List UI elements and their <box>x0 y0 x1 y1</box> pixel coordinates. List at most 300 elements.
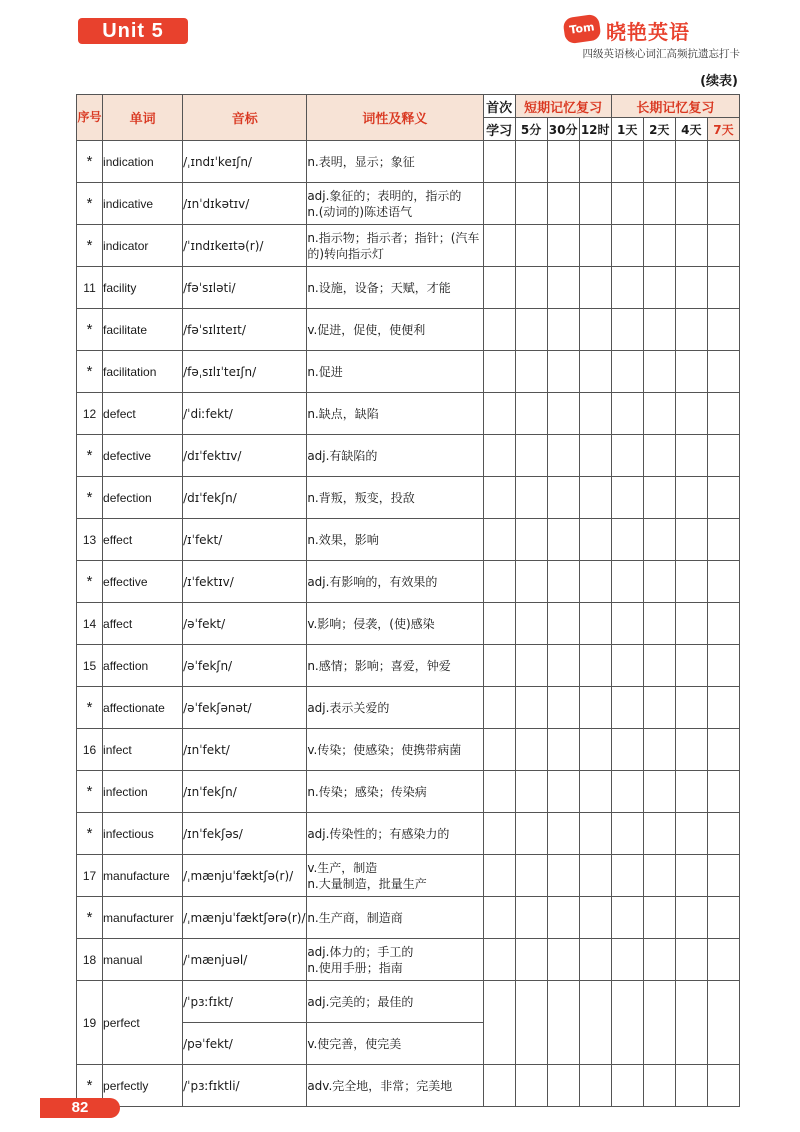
review-checkbox[interactable] <box>547 351 579 393</box>
row-word: effective <box>103 561 183 603</box>
row-word: affect <box>103 603 183 645</box>
review-checkbox[interactable] <box>707 1065 739 1107</box>
row-phonetic: /fəˈsɪlɪteɪt/ <box>183 309 307 351</box>
review-checkbox[interactable] <box>547 771 579 813</box>
review-checkbox[interactable] <box>707 603 739 645</box>
meaning-line: n.效果，影响 <box>307 532 379 547</box>
review-checkbox[interactable] <box>547 729 579 771</box>
review-checkbox[interactable] <box>483 729 515 771</box>
review-checkbox[interactable] <box>579 981 611 1065</box>
review-checkbox[interactable] <box>515 519 547 561</box>
review-checkbox[interactable] <box>515 645 547 687</box>
review-checkbox[interactable] <box>675 561 707 603</box>
row-phonetic: /ɪˈfektɪv/ <box>183 561 307 603</box>
table-row <box>77 855 740 897</box>
review-checkbox[interactable] <box>643 183 675 225</box>
review-checkbox[interactable] <box>515 141 547 183</box>
review-checkbox[interactable] <box>707 393 739 435</box>
review-checkbox[interactable] <box>483 855 515 897</box>
review-checkbox[interactable] <box>611 309 643 351</box>
review-checkbox[interactable] <box>675 813 707 855</box>
meaning-line: adv.完全地，非常；完美地 <box>307 1078 453 1093</box>
table-row <box>77 981 740 1023</box>
row-word: affectionate <box>103 687 183 729</box>
row-phonetic: /ˈɪndɪkeɪtə(r)/ <box>183 225 307 267</box>
row-word: infection <box>103 771 183 813</box>
review-checkbox[interactable] <box>611 813 643 855</box>
row-word: facilitation <box>103 351 183 393</box>
review-checkbox[interactable] <box>515 1065 547 1107</box>
review-checkbox[interactable] <box>547 477 579 519</box>
row-meaning <box>307 603 483 645</box>
table-row <box>77 519 740 561</box>
review-checkbox[interactable] <box>483 645 515 687</box>
review-checkbox[interactable] <box>579 141 611 183</box>
table-row <box>77 435 740 477</box>
row-meaning <box>307 897 483 939</box>
review-checkbox[interactable] <box>547 981 579 1065</box>
review-checkbox[interactable] <box>547 519 579 561</box>
review-checkbox[interactable] <box>643 603 675 645</box>
review-checkbox[interactable] <box>675 351 707 393</box>
row-number: * <box>77 771 103 813</box>
review-checkbox[interactable] <box>579 687 611 729</box>
review-checkbox[interactable] <box>579 561 611 603</box>
row-phonetic: /ˈpɜːfɪkt/ <box>183 981 307 1023</box>
review-checkbox[interactable] <box>547 603 579 645</box>
review-checkbox[interactable] <box>515 981 547 1065</box>
row-meaning <box>307 645 483 687</box>
row-number: 19 <box>77 981 103 1065</box>
review-checkbox[interactable] <box>515 435 547 477</box>
header-short-col: 30分 <box>547 118 579 141</box>
brand-name: 晓艳英语 <box>606 20 690 44</box>
review-checkbox[interactable] <box>675 519 707 561</box>
brand-logo: Tom <box>562 14 601 45</box>
row-meaning <box>307 981 483 1023</box>
review-checkbox[interactable] <box>515 309 547 351</box>
review-checkbox[interactable] <box>515 267 547 309</box>
review-checkbox[interactable] <box>483 393 515 435</box>
review-checkbox[interactable] <box>707 183 739 225</box>
row-phonetic: /ˌɪndɪˈkeɪʃn/ <box>183 141 307 183</box>
review-checkbox[interactable] <box>515 939 547 981</box>
review-checkbox[interactable] <box>675 183 707 225</box>
row-word: affection <box>103 645 183 687</box>
row-number: 15 <box>77 645 103 687</box>
review-checkbox[interactable] <box>483 309 515 351</box>
review-checkbox[interactable] <box>483 1065 515 1107</box>
review-checkbox[interactable] <box>643 771 675 813</box>
row-number: * <box>77 477 103 519</box>
review-checkbox[interactable] <box>547 897 579 939</box>
review-checkbox[interactable] <box>707 141 739 183</box>
header-meaning: 词性及释义 <box>307 95 483 141</box>
review-checkbox[interactable] <box>579 351 611 393</box>
meaning-line: n.感情；影响；喜爱，钟爱 <box>307 658 451 673</box>
review-checkbox[interactable] <box>483 141 515 183</box>
review-checkbox[interactable] <box>579 183 611 225</box>
row-phonetic: /fəˈsɪləti/ <box>183 267 307 309</box>
review-checkbox[interactable] <box>675 225 707 267</box>
review-checkbox[interactable] <box>643 729 675 771</box>
table-row <box>77 645 740 687</box>
review-checkbox[interactable] <box>611 897 643 939</box>
row-phonetic: /ɪnˈfekʃn/ <box>183 771 307 813</box>
row-meaning <box>307 771 483 813</box>
row-meaning <box>307 855 483 897</box>
row-phonetic: /əˈfekʃn/ <box>183 645 307 687</box>
review-checkbox[interactable] <box>643 435 675 477</box>
review-checkbox[interactable] <box>579 939 611 981</box>
review-checkbox[interactable] <box>483 771 515 813</box>
row-phonetic: /əˈfekt/ <box>183 603 307 645</box>
row-word: effect <box>103 519 183 561</box>
review-checkbox[interactable] <box>547 561 579 603</box>
review-checkbox[interactable] <box>579 645 611 687</box>
table-row <box>77 309 740 351</box>
review-checkbox[interactable] <box>611 477 643 519</box>
review-checkbox[interactable] <box>643 393 675 435</box>
row-number: 12 <box>77 393 103 435</box>
row-number: * <box>77 561 103 603</box>
review-checkbox[interactable] <box>483 351 515 393</box>
row-number: 16 <box>77 729 103 771</box>
header-first-sub: 学习 <box>483 118 515 141</box>
review-checkbox[interactable] <box>643 225 675 267</box>
review-checkbox[interactable] <box>483 519 515 561</box>
review-checkbox[interactable] <box>707 477 739 519</box>
review-checkbox[interactable] <box>515 897 547 939</box>
review-checkbox[interactable] <box>515 393 547 435</box>
review-checkbox[interactable] <box>515 477 547 519</box>
meaning-line: n.表明，显示；象征 <box>307 154 415 169</box>
review-checkbox[interactable] <box>675 981 707 1065</box>
row-number: * <box>77 141 103 183</box>
review-checkbox[interactable] <box>707 309 739 351</box>
meaning-line: adj.有影响的，有效果的 <box>307 574 438 589</box>
review-checkbox[interactable] <box>579 603 611 645</box>
review-checkbox[interactable] <box>515 561 547 603</box>
review-checkbox[interactable] <box>547 687 579 729</box>
review-checkbox[interactable] <box>579 435 611 477</box>
review-checkbox[interactable] <box>707 645 739 687</box>
unit-label: Unit 5 <box>78 18 188 44</box>
review-checkbox[interactable] <box>707 435 739 477</box>
review-checkbox[interactable] <box>643 309 675 351</box>
review-checkbox[interactable] <box>483 267 515 309</box>
row-phonetic: /ˈpɜːfɪktli/ <box>183 1065 307 1107</box>
review-checkbox[interactable] <box>611 687 643 729</box>
review-checkbox[interactable] <box>611 225 643 267</box>
review-checkbox[interactable] <box>643 519 675 561</box>
meaning-line: n.缺点，缺陷 <box>307 406 379 421</box>
review-checkbox[interactable] <box>707 813 739 855</box>
review-checkbox[interactable] <box>515 771 547 813</box>
review-checkbox[interactable] <box>643 981 675 1065</box>
review-checkbox[interactable] <box>515 183 547 225</box>
row-number: 13 <box>77 519 103 561</box>
review-checkbox[interactable] <box>675 141 707 183</box>
meaning-line: 的)转向指示灯 <box>307 246 384 261</box>
review-checkbox[interactable] <box>675 1065 707 1107</box>
row-word: perfectly <box>103 1065 183 1107</box>
row-number: 18 <box>77 939 103 981</box>
review-checkbox[interactable] <box>611 519 643 561</box>
row-number: * <box>77 897 103 939</box>
review-checkbox[interactable] <box>547 309 579 351</box>
row-word: facilitate <box>103 309 183 351</box>
review-checkbox[interactable] <box>707 939 739 981</box>
review-checkbox[interactable] <box>579 393 611 435</box>
row-word: defect <box>103 393 183 435</box>
review-checkbox[interactable] <box>611 981 643 1065</box>
review-checkbox[interactable] <box>643 141 675 183</box>
review-checkbox[interactable] <box>675 477 707 519</box>
row-word: infectious <box>103 813 183 855</box>
header-short-review: 短期记忆复习 <box>515 95 611 118</box>
row-meaning <box>307 477 483 519</box>
review-checkbox[interactable] <box>483 939 515 981</box>
row-meaning <box>307 351 483 393</box>
review-checkbox[interactable] <box>515 687 547 729</box>
review-checkbox[interactable] <box>579 855 611 897</box>
header-long-col: 7天 <box>707 118 739 141</box>
review-checkbox[interactable] <box>515 225 547 267</box>
row-meaning <box>307 141 483 183</box>
vocabulary-table <box>76 94 740 1107</box>
review-checkbox[interactable] <box>483 897 515 939</box>
brand-header <box>560 14 740 62</box>
review-checkbox[interactable] <box>579 729 611 771</box>
review-checkbox[interactable] <box>483 477 515 519</box>
table-row <box>77 813 740 855</box>
review-checkbox[interactable] <box>515 813 547 855</box>
review-checkbox[interactable] <box>675 771 707 813</box>
review-checkbox[interactable] <box>579 1065 611 1107</box>
review-checkbox[interactable] <box>675 309 707 351</box>
review-checkbox[interactable] <box>707 519 739 561</box>
meaning-line: adj.表示关爱的 <box>307 700 390 715</box>
row-number: * <box>77 1065 103 1107</box>
row-word: infect <box>103 729 183 771</box>
review-checkbox[interactable] <box>483 435 515 477</box>
review-checkbox[interactable] <box>643 267 675 309</box>
review-checkbox[interactable] <box>611 645 643 687</box>
review-checkbox[interactable] <box>515 855 547 897</box>
row-word: manual <box>103 939 183 981</box>
brand-subtitle: 四级英语核心词汇高频抗遗忘打卡 <box>582 48 740 60</box>
row-phonetic: /pəˈfekt/ <box>183 1023 307 1065</box>
review-checkbox[interactable] <box>643 897 675 939</box>
row-word: indication <box>103 141 183 183</box>
review-checkbox[interactable] <box>547 813 579 855</box>
review-checkbox[interactable] <box>611 393 643 435</box>
review-checkbox[interactable] <box>579 477 611 519</box>
review-checkbox[interactable] <box>707 729 739 771</box>
header-long-col: 2天 <box>643 118 675 141</box>
meaning-line: v.生产，制造 <box>307 860 378 875</box>
row-meaning <box>307 309 483 351</box>
review-checkbox[interactable] <box>547 141 579 183</box>
header-short-col: 12时 <box>579 118 611 141</box>
row-word: facility <box>103 267 183 309</box>
review-checkbox[interactable] <box>611 1065 643 1107</box>
review-checkbox[interactable] <box>483 981 515 1065</box>
review-checkbox[interactable] <box>643 645 675 687</box>
review-checkbox[interactable] <box>579 897 611 939</box>
review-checkbox[interactable] <box>707 351 739 393</box>
review-checkbox[interactable] <box>707 267 739 309</box>
review-checkbox[interactable] <box>579 225 611 267</box>
review-checkbox[interactable] <box>707 855 739 897</box>
review-checkbox[interactable] <box>611 603 643 645</box>
table-row <box>77 393 740 435</box>
review-checkbox[interactable] <box>483 603 515 645</box>
review-checkbox[interactable] <box>707 981 739 1065</box>
review-checkbox[interactable] <box>579 813 611 855</box>
review-checkbox[interactable] <box>675 603 707 645</box>
review-checkbox[interactable] <box>707 225 739 267</box>
review-checkbox[interactable] <box>547 435 579 477</box>
review-checkbox[interactable] <box>675 393 707 435</box>
review-checkbox[interactable] <box>707 687 739 729</box>
review-checkbox[interactable] <box>643 687 675 729</box>
review-checkbox[interactable] <box>547 183 579 225</box>
review-checkbox[interactable] <box>643 939 675 981</box>
row-meaning <box>307 1065 483 1107</box>
review-checkbox[interactable] <box>515 351 547 393</box>
review-checkbox[interactable] <box>611 267 643 309</box>
row-word: defection <box>103 477 183 519</box>
header-first: 首次 <box>483 95 515 118</box>
review-checkbox[interactable] <box>483 687 515 729</box>
review-checkbox[interactable] <box>643 813 675 855</box>
review-checkbox[interactable] <box>547 225 579 267</box>
row-phonetic: /ˌmænjuˈfæktʃə(r)/ <box>183 855 307 897</box>
table-row <box>77 267 740 309</box>
review-checkbox[interactable] <box>611 435 643 477</box>
review-checkbox[interactable] <box>579 267 611 309</box>
meaning-line: v.促进，促使，使便利 <box>307 322 426 337</box>
row-number: * <box>77 183 103 225</box>
meaning-line: n.生产商，制造商 <box>307 910 403 925</box>
header-word: 单词 <box>103 95 183 141</box>
row-number: * <box>77 813 103 855</box>
row-meaning <box>307 729 483 771</box>
row-meaning <box>307 939 483 981</box>
review-checkbox[interactable] <box>675 267 707 309</box>
row-meaning <box>307 435 483 477</box>
review-checkbox[interactable] <box>675 435 707 477</box>
review-checkbox[interactable] <box>707 561 739 603</box>
review-checkbox[interactable] <box>547 939 579 981</box>
review-checkbox[interactable] <box>611 855 643 897</box>
row-number: * <box>77 687 103 729</box>
row-word: indicator <box>103 225 183 267</box>
review-checkbox[interactable] <box>547 393 579 435</box>
review-checkbox[interactable] <box>579 309 611 351</box>
row-number: * <box>77 435 103 477</box>
meaning-line: n.指示物；指示者；指针；(汽车 <box>307 230 480 245</box>
review-checkbox[interactable] <box>675 645 707 687</box>
review-checkbox[interactable] <box>643 477 675 519</box>
row-meaning <box>307 561 483 603</box>
header-no: 序号 <box>77 95 103 141</box>
review-checkbox[interactable] <box>547 645 579 687</box>
table-row <box>77 939 740 981</box>
row-phonetic: /ˈdiːfekt/ <box>183 393 307 435</box>
table-row <box>77 351 740 393</box>
table-row <box>77 603 740 645</box>
review-checkbox[interactable] <box>611 771 643 813</box>
row-word: perfect <box>103 981 183 1065</box>
review-checkbox[interactable] <box>515 603 547 645</box>
row-meaning <box>307 393 483 435</box>
header-long-col: 1天 <box>611 118 643 141</box>
review-checkbox[interactable] <box>643 1065 675 1107</box>
header-phonetic: 音标 <box>183 95 307 141</box>
review-checkbox[interactable] <box>675 897 707 939</box>
review-checkbox[interactable] <box>483 225 515 267</box>
row-meaning <box>307 183 483 225</box>
review-checkbox[interactable] <box>611 939 643 981</box>
row-word: indicative <box>103 183 183 225</box>
meaning-line: n.传染；感染；传染病 <box>307 784 427 799</box>
review-checkbox[interactable] <box>483 561 515 603</box>
review-checkbox[interactable] <box>675 729 707 771</box>
table-row <box>77 687 740 729</box>
row-phonetic: /dɪˈfektɪv/ <box>183 435 307 477</box>
review-checkbox[interactable] <box>611 561 643 603</box>
row-number: * <box>77 351 103 393</box>
review-checkbox[interactable] <box>547 855 579 897</box>
review-checkbox[interactable] <box>675 855 707 897</box>
table-row <box>77 477 740 519</box>
review-checkbox[interactable] <box>707 771 739 813</box>
review-checkbox[interactable] <box>611 141 643 183</box>
review-checkbox[interactable] <box>579 771 611 813</box>
review-checkbox[interactable] <box>611 183 643 225</box>
table-row <box>77 729 740 771</box>
review-checkbox[interactable] <box>579 519 611 561</box>
review-checkbox[interactable] <box>611 729 643 771</box>
table-row <box>77 183 740 225</box>
row-phonetic: /ɪnˈfekt/ <box>183 729 307 771</box>
review-checkbox[interactable] <box>515 729 547 771</box>
row-word: manufacture <box>103 855 183 897</box>
row-phonetic: /fəˌsɪlɪˈteɪʃn/ <box>183 351 307 393</box>
review-checkbox[interactable] <box>547 1065 579 1107</box>
review-checkbox[interactable] <box>643 561 675 603</box>
review-checkbox[interactable] <box>675 687 707 729</box>
review-checkbox[interactable] <box>483 813 515 855</box>
review-checkbox[interactable] <box>611 351 643 393</box>
row-meaning <box>307 687 483 729</box>
table-row <box>77 225 740 267</box>
review-checkbox[interactable] <box>483 183 515 225</box>
review-checkbox[interactable] <box>707 897 739 939</box>
row-phonetic: /ˌmænjuˈfæktʃərə(r)/ <box>183 897 307 939</box>
vocabulary-body <box>77 141 740 1107</box>
meaning-line: n.使用手册；指南 <box>307 960 403 975</box>
review-checkbox[interactable] <box>643 855 675 897</box>
meaning-line: adj.传染性的；有感染力的 <box>307 826 450 841</box>
review-checkbox[interactable] <box>547 267 579 309</box>
meaning-line: v.传染；使感染；使携带病菌 <box>307 742 462 757</box>
review-checkbox[interactable] <box>643 351 675 393</box>
review-checkbox[interactable] <box>675 939 707 981</box>
